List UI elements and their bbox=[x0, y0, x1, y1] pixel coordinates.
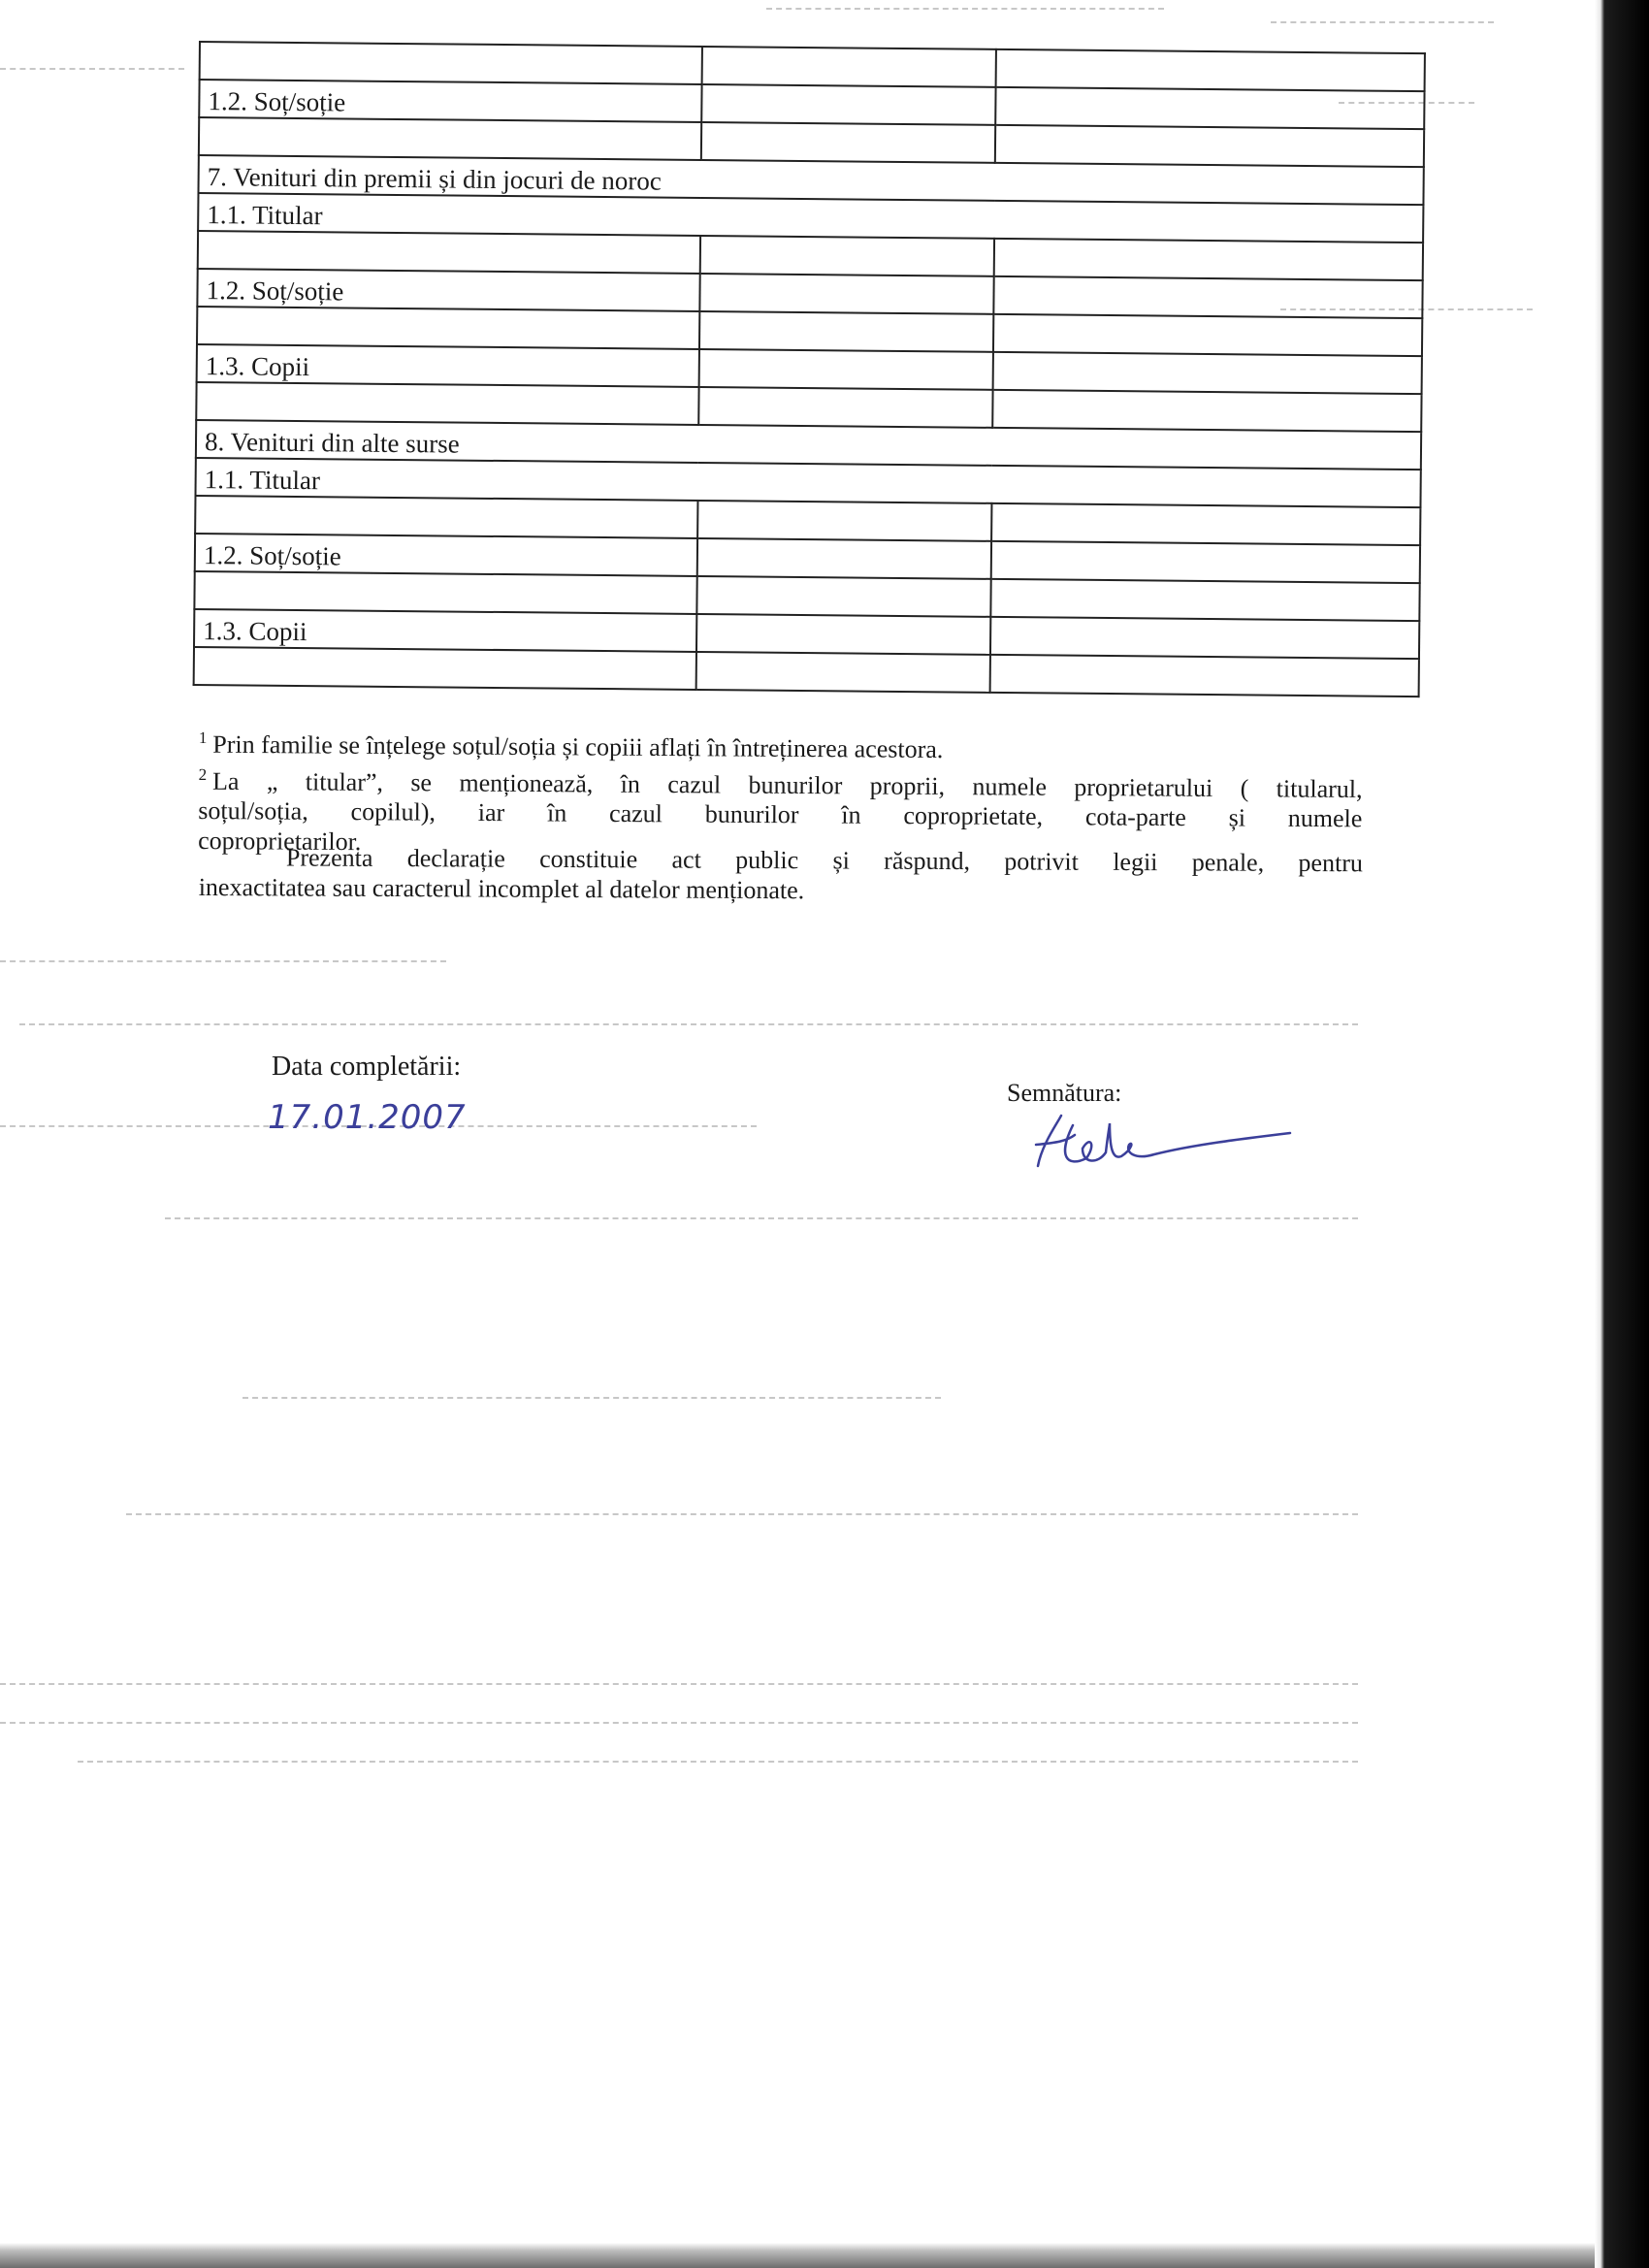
handwritten-signature bbox=[1028, 1106, 1300, 1183]
scan-noise-line bbox=[0, 1683, 1358, 1685]
table-value-cell bbox=[697, 501, 991, 541]
table-label-cell bbox=[200, 42, 702, 84]
scan-bottom-edge bbox=[0, 2243, 1595, 2268]
table-value-cell bbox=[701, 84, 995, 125]
table-value-cell bbox=[994, 239, 1423, 280]
table-label-cell bbox=[198, 231, 700, 274]
scan-dark-edge bbox=[1595, 0, 1649, 2268]
scan-noise-line bbox=[1271, 21, 1494, 23]
declaration-line-1: Prezenta declarație constituie act public și răspund, potrivit legii penale, pentru bbox=[285, 843, 1363, 878]
scan-noise-line bbox=[19, 1023, 1358, 1025]
footnote-2-line-3: coproprietarilor. bbox=[198, 826, 362, 857]
table-label-cell bbox=[196, 382, 698, 425]
footnote-1-text: Prin familie se înțelege soțul/soția și copiii aflați în întreținerea acestora. bbox=[212, 729, 944, 764]
table-label-cell bbox=[194, 571, 696, 614]
table-value-cell bbox=[698, 349, 992, 390]
completion-date-label: Data completării: bbox=[272, 1052, 462, 1082]
table-value-cell bbox=[990, 655, 1419, 697]
table-value-cell bbox=[698, 387, 992, 428]
scan-noise-line bbox=[0, 68, 184, 70]
scan-noise-line bbox=[0, 1722, 1358, 1724]
declaration-line-2: inexactitatea sau caracterul incomplet al datelor menționate. bbox=[198, 872, 805, 905]
table-value-cell bbox=[993, 314, 1422, 356]
table-value-cell bbox=[697, 538, 991, 579]
table-value-cell bbox=[992, 390, 1421, 432]
scan-noise-line bbox=[165, 1217, 1358, 1219]
income-table bbox=[193, 41, 1426, 697]
table-label-cell: 1.3. Copii bbox=[194, 609, 696, 652]
table-value-cell bbox=[996, 49, 1425, 91]
income-table-container bbox=[192, 41, 1426, 731]
table-section-cell: 1.1. Titular bbox=[195, 458, 1420, 507]
table-label-cell bbox=[195, 496, 697, 538]
table-label-cell: 1.2. Soț/soție bbox=[199, 80, 701, 122]
table-value-cell bbox=[991, 503, 1420, 545]
table-value-cell bbox=[995, 87, 1424, 129]
table-value-cell bbox=[995, 125, 1424, 167]
table-value-cell bbox=[991, 541, 1420, 583]
table-label-cell bbox=[199, 117, 701, 160]
scan-noise-line bbox=[242, 1397, 941, 1399]
footnote-marker: 2 bbox=[198, 764, 208, 784]
table-value-cell bbox=[990, 617, 1419, 659]
table-value-cell bbox=[695, 652, 989, 693]
table-value-cell bbox=[699, 274, 993, 314]
footnote-marker: 1 bbox=[198, 728, 208, 748]
table-value-cell bbox=[993, 352, 1422, 394]
scan-noise-line bbox=[126, 1513, 1358, 1515]
footnote-2-line-2: soțul/soția, copilul), iar în cazul bunurilor în coproprietate, cota-parte și numele bbox=[198, 796, 1363, 833]
table-label-cell: 1.3. Copii bbox=[197, 344, 699, 387]
table-value-cell bbox=[990, 579, 1419, 621]
signature-label: Semnătura: bbox=[1007, 1079, 1122, 1107]
table-label-cell: 1.2. Soț/soție bbox=[195, 534, 697, 576]
table-label-cell: 1.2. Soț/soție bbox=[197, 269, 699, 311]
table-section-cell: 1.1. Titular bbox=[198, 193, 1423, 243]
table-label-cell bbox=[197, 307, 699, 349]
table-value-cell bbox=[700, 236, 994, 276]
table-label-cell bbox=[194, 647, 696, 690]
completion-date-handwritten: 17.01.2007 bbox=[268, 1098, 467, 1137]
table-value-cell bbox=[699, 311, 993, 352]
table-value-cell bbox=[993, 276, 1422, 318]
declaration-statement bbox=[199, 842, 1363, 908]
scan-noise-line bbox=[0, 960, 446, 962]
table-value-cell bbox=[696, 614, 990, 655]
table-value-cell bbox=[701, 122, 995, 163]
scan-noise-line bbox=[78, 1761, 1358, 1763]
scan-noise-line bbox=[766, 8, 1164, 10]
table-section-cell: 7. Venituri din premii și din jocuri de noroc bbox=[198, 155, 1423, 205]
table-value-cell bbox=[701, 47, 995, 87]
footnote-2-text: La „ titular”, se menționează, în cazul bunurilor proprii, numele proprietarului ( titularul, bbox=[211, 766, 1363, 803]
table-value-cell bbox=[696, 576, 990, 617]
table-section-cell: 8. Venituri din alte surse bbox=[196, 420, 1421, 470]
